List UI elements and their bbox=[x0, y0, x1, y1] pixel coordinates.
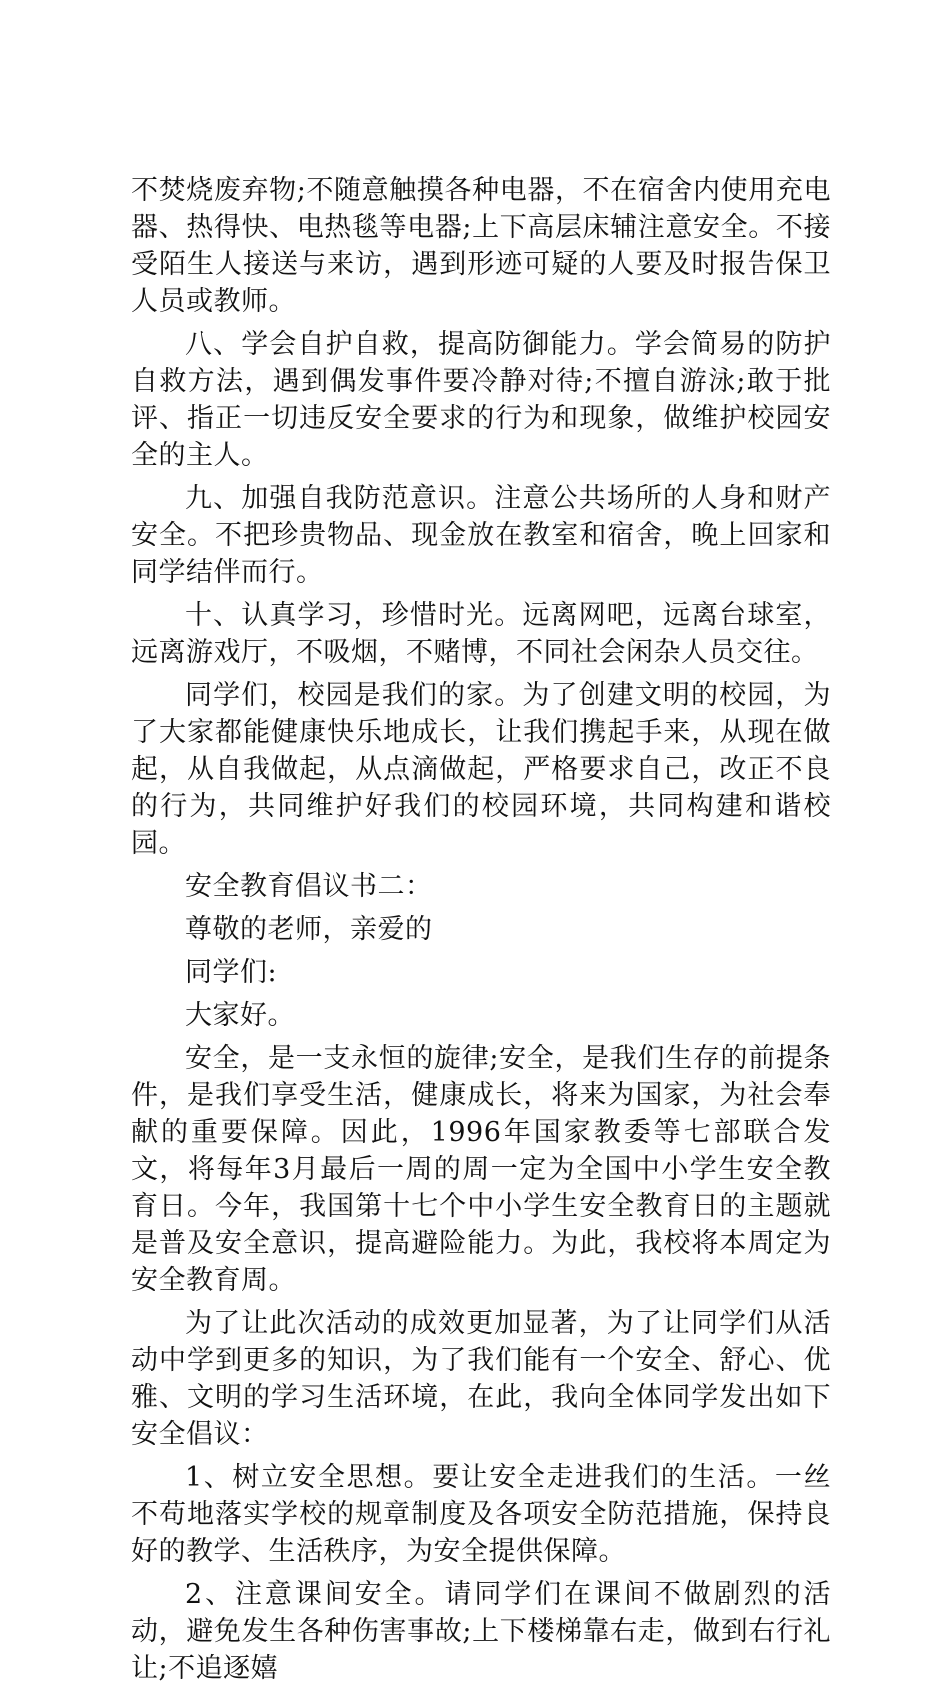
closing-paragraph: 同学们，校园是我们的家。为了创建文明的校园，为了大家都能健康快乐地成长，让我们携起手来，从现在做起，从自我做起，从点滴做起，严格要求自己，改正不良的行为，共同维护好我们的校园环境，共同构建和谐校园。 bbox=[131, 680, 831, 859]
document-body bbox=[131, 172, 831, 1693]
paragraph-8: 八、学会自护自救，提高防御能力。学会简易的防护自救方法，遇到偶发事件要冷静对待;不擅自游泳;敢于批评、指正一切违反安全要求的行为和现象，做维护校园安全的主人。 bbox=[131, 329, 831, 471]
intro-paragraph: 安全，是一支永恒的旋律;安全，是我们生存的前提条件，是我们享受生活，健康成长，将来为国家，为社会奉献的重要保障。因此，1996年国家教委等七部联合发文，将每年3月最后一周的周一定为全国中小学生安全教育日。今年，我国第十七个中小学生安全教育日的主题就是普及安全意识，提高避险能力。为此，我校将本周定为安全教育周。 bbox=[131, 1043, 831, 1296]
proposal-2: 2、注意课间安全。请同学们在课间不做剧烈的活动，避免发生各种伤害事故;上下楼梯靠右走，做到右行礼让;不追逐嬉 bbox=[131, 1579, 831, 1684]
greeting: 大家好。 bbox=[185, 1000, 295, 1031]
paragraph-9: 九、加强自我防范意识。注意公共场所的人身和财产安全。不把珍贵物品、现金放在教室和宿舍，晚上回家和同学结伴而行。 bbox=[131, 483, 831, 588]
section-heading: 安全教育倡议书二： bbox=[185, 871, 433, 902]
paragraph-1: 不焚烧废弃物;不随意触摸各种电器，不在宿舍内使用充电器、热得快、电热毯等电器;上下高层床辅注意安全。不接受陌生人接送与来访，遇到形迹可疑的人要及时报告保卫人员或教师。 bbox=[131, 175, 831, 317]
paragraph-10: 十、认真学习，珍惜时光。远离网吧，远离台球室，远离游戏厅，不吸烟，不赌博，不同社会闲杂人员交往。 bbox=[131, 600, 831, 668]
salutation-line-1: 尊敬的老师，亲爱的 bbox=[185, 914, 433, 945]
salutation-line-2: 同学们: bbox=[185, 957, 278, 988]
proposal-1: 1、树立安全思想。要让安全走进我们的生活。一丝不苟地落实学校的规章制度及各项安全防范措施，保持良好的教学、生活秩序，为安全提供保障。 bbox=[131, 1462, 831, 1567]
purpose-paragraph: 为了让此次活动的成效更加显著，为了让同学们从活动中学到更多的知识，为了我们能有一个安全、舒心、优雅、文明的学习生活环境，在此，我向全体同学发出如下安全倡议： bbox=[131, 1308, 831, 1450]
